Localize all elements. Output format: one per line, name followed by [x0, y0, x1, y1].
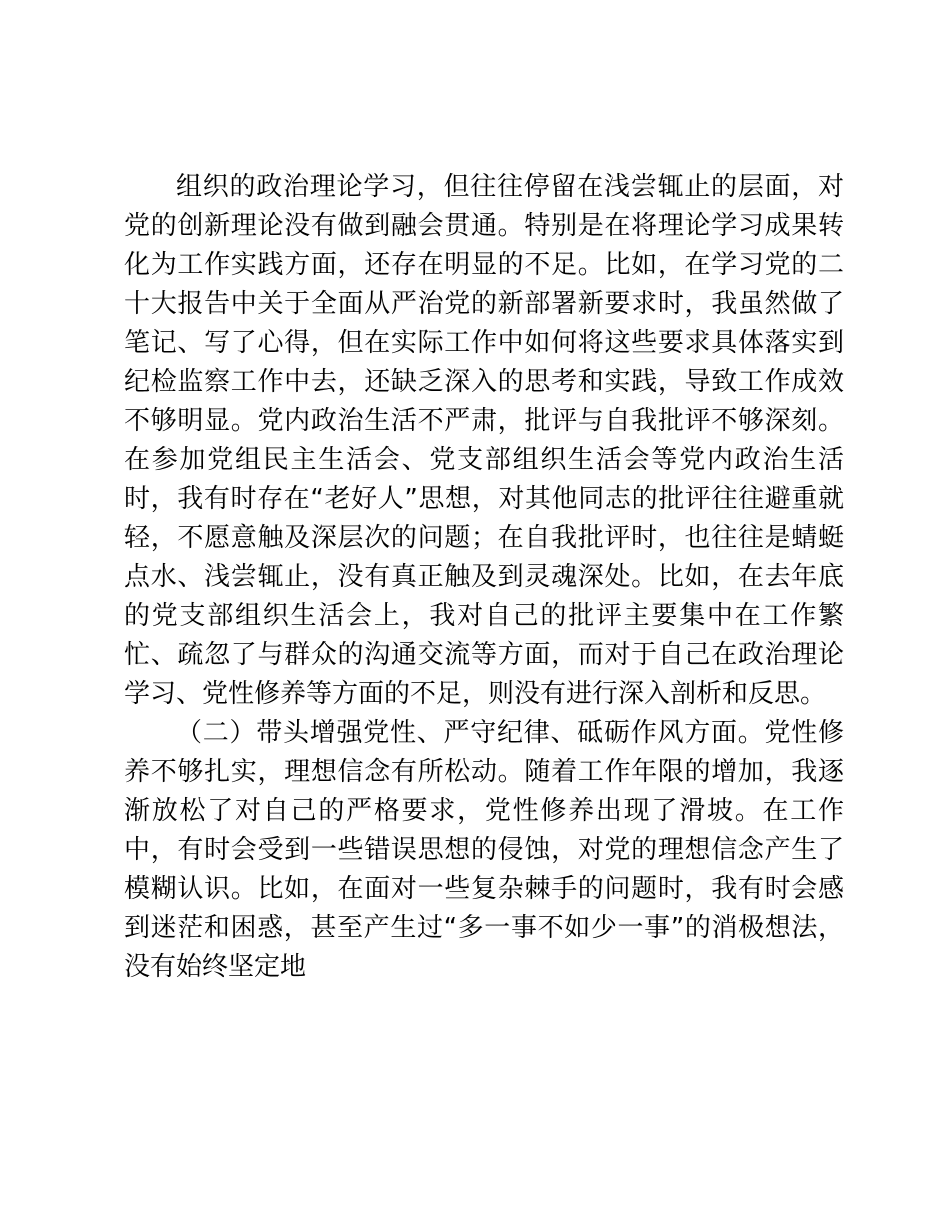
document-body [124, 168, 844, 987]
paragraph-section-two: （二）带头增强党性、严守纪律、砥砺作风方面。党性修养不够扎实，理想信念有所松动。随着工作年限的增加，我逐渐放松了对自己的严格要求，党性修养出现了滑坡。在工作中，有时会受到一些错误思想的侵蚀，对党的理想信念产生了模糊认识。比如，在面对一些复杂棘手的问题时，我有时会感到迷茫和困惑，甚至产生过“多一事不如少一事”的消极想法，没有始终坚定地 [124, 718, 844, 982]
paragraph-continuation: 组织的政治理论学习，但往往停留在浅尝辄止的层面，对党的创新理论没有做到融会贯通。特别是在将理论学习成果转化为工作实践方面，还存在明显的不足。比如，在学习党的二十大报告中关于全面从严治党的新部署新要求时，我虽然做了笔记、写了心得，但在实际工作中如何将这些要求具体落实到纪检监察工作中去，还缺乏深入的思考和实践，导致工作成效不够明显。党内政治生活不严肃，批评与自我批评不够深刻。在参加党组民主生活会、党支部组织生活会等党内政治生活时，我有时存在“老好人”思想，对其他同志的批评往往避重就轻，不愿意触及深层次的问题；在自我批评时，也往往是蜻蜓点水、浅尝辄止，没有真正触及到灵魂深处。比如，在去年底的党支部组织生活会上，我对自己的批评主要集中在工作繁忙、疏忽了与群众的沟通交流等方面，而对于自己在政治理论学习、党性修养等方面的不足，则没有进行深入剖析和反思。 [124, 172, 844, 709]
